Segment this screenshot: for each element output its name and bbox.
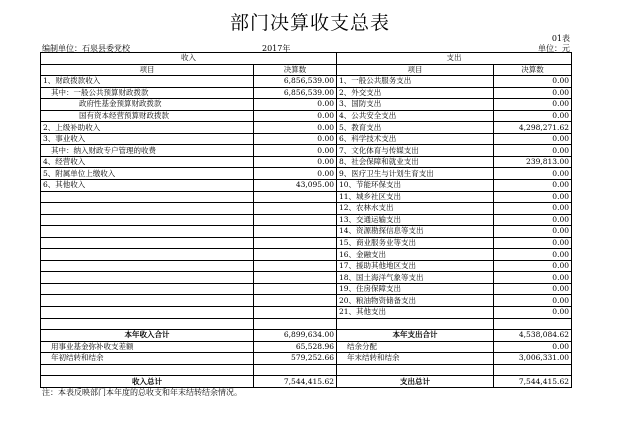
income-item-cell: 国有资本经营预算财政拨款: [41, 110, 254, 122]
income-item-cell: [41, 272, 254, 284]
expense-item-cell: 2、外交支出: [337, 87, 494, 99]
income-item-cell: [41, 364, 254, 376]
expense-item-cell: 支出总计: [337, 376, 494, 388]
expense-amount-cell: 0.00: [494, 145, 572, 157]
income-amount-cell: [254, 364, 337, 376]
table-row: [41, 364, 572, 376]
income-item-cell: 政府性基金预算财政拨款: [41, 99, 254, 111]
expense-item-cell: 5、教育支出: [337, 122, 494, 134]
income-amount-cell: [254, 214, 337, 226]
table-row: [41, 99, 572, 111]
income-amount-cell: [254, 191, 337, 203]
income-item-cell: [41, 260, 254, 272]
income-item-cell: 3、事业收入: [41, 133, 254, 145]
table-row: [41, 283, 572, 295]
expense-amount-cell: 0.00: [494, 214, 572, 226]
table-row: [41, 122, 572, 134]
table-row: [41, 341, 572, 353]
income-item-header: 项目: [41, 64, 254, 76]
expense-amount-header: 决算数: [494, 64, 572, 76]
income-amount-cell: 6,899,634.00: [254, 330, 337, 342]
income-item-cell: [41, 283, 254, 295]
expense-item-cell: 16、金融支出: [337, 249, 494, 261]
income-amount-cell: 0.00: [254, 99, 337, 111]
income-amount-cell: [254, 295, 337, 307]
expense-item-cell: 21、其他支出: [337, 307, 494, 319]
expense-amount-cell: 4,538,084.62: [494, 330, 572, 342]
reporting-unit: 编制单位：石泉县委党校: [42, 44, 130, 53]
expense-amount-cell: 0.00: [494, 249, 572, 261]
expense-amount-cell: 0.00: [494, 272, 572, 284]
income-item-cell: [41, 318, 254, 330]
table-row: [41, 180, 572, 192]
expense-item-cell: 1、一般公共服务支出: [337, 76, 494, 88]
expense-item-cell: 8、社会保障和就业支出: [337, 156, 494, 168]
table-row: [41, 110, 572, 122]
expense-amount-cell: [494, 318, 572, 330]
income-amount-cell: 0.00: [254, 122, 337, 134]
table-row: [41, 145, 572, 157]
expense-amount-cell: 0.00: [494, 307, 572, 319]
expense-item-cell: 10、节能环保支出: [337, 180, 494, 192]
income-section-header: 收入: [41, 53, 337, 65]
expense-amount-cell: 0.00: [494, 283, 572, 295]
expense-item-cell: 13、交通运输支出: [337, 214, 494, 226]
expense-item-cell: 年末结转和结余: [337, 353, 494, 365]
expense-item-cell: 19、住房保障支出: [337, 283, 494, 295]
income-amount-cell: [254, 283, 337, 295]
summary-table: [40, 52, 572, 388]
income-item-cell: 其中：一般公共预算财政拨款: [41, 87, 254, 99]
income-amount-cell: 0.00: [254, 156, 337, 168]
income-item-cell: 用事业基金弥补收支差额: [41, 341, 254, 353]
income-amount-cell: [254, 249, 337, 261]
income-amount-cell: 6,856,539.00: [254, 87, 337, 99]
table-row: [41, 87, 572, 99]
income-item-cell: 1、财政拨款收入: [41, 76, 254, 88]
income-amount-cell: [254, 203, 337, 215]
table-row: [41, 214, 572, 226]
income-item-cell: 2、上级补助收入: [41, 122, 254, 134]
expense-amount-cell: 0.00: [494, 87, 572, 99]
grand-total-row: [41, 376, 572, 388]
expense-item-cell: 14、资源勘探信息等支出: [337, 226, 494, 238]
table-row: [41, 272, 572, 284]
income-amount-cell: [254, 260, 337, 272]
table-row: [41, 133, 572, 145]
table-row: [41, 237, 572, 249]
expense-item-cell: 9、医疗卫生与计划生育支出: [337, 168, 494, 180]
expense-item-cell: [337, 364, 494, 376]
income-item-cell: [41, 237, 254, 249]
expense-amount-cell: 0.00: [494, 191, 572, 203]
income-amount-header: 决算数: [254, 64, 337, 76]
table-row: [41, 307, 572, 319]
income-amount-cell: 0.00: [254, 110, 337, 122]
table-row: [41, 260, 572, 272]
expense-item-cell: 结余分配: [337, 341, 494, 353]
expense-item-cell: 15、商业服务业等支出: [337, 237, 494, 249]
expense-amount-cell: 0.00: [494, 168, 572, 180]
table-row: [41, 156, 572, 168]
income-item-cell: [41, 307, 254, 319]
expense-item-cell: 3、国防支出: [337, 99, 494, 111]
expense-item-cell: 本年支出合计: [337, 330, 494, 342]
table-row: [41, 168, 572, 180]
column-header-row: [41, 64, 572, 76]
expense-item-cell: [337, 318, 494, 330]
income-item-cell: [41, 191, 254, 203]
expense-amount-cell: [494, 364, 572, 376]
income-item-cell: [41, 214, 254, 226]
table-row: [41, 353, 572, 365]
table-row: [41, 295, 572, 307]
income-item-cell: [41, 226, 254, 238]
form-number: 01表: [551, 34, 570, 43]
expense-item-cell: 6、科学技术支出: [337, 133, 494, 145]
income-amount-cell: 7,544,415.62: [254, 376, 337, 388]
expense-item-cell: 7、文化体育与传媒支出: [337, 145, 494, 157]
expense-amount-cell: 0.00: [494, 133, 572, 145]
expense-amount-cell: 3,006,331.00: [494, 353, 572, 365]
expense-amount-cell: 239,813.00: [494, 156, 572, 168]
currency-unit: 单位：元: [538, 44, 570, 53]
expense-item-header: 项目: [337, 64, 494, 76]
expense-amount-cell: 4,298,271.62: [494, 122, 572, 134]
report-year: 2017年: [262, 44, 291, 53]
income-item-cell: 收入总计: [41, 376, 254, 388]
income-item-cell: 6、其他收入: [41, 180, 254, 192]
expense-item-cell: 4、公共安全支出: [337, 110, 494, 122]
income-amount-cell: [254, 318, 337, 330]
income-amount-cell: [254, 272, 337, 284]
expense-item-cell: 17、援助其他地区支出: [337, 260, 494, 272]
income-amount-cell: 0.00: [254, 133, 337, 145]
expense-amount-cell: 0.00: [494, 341, 572, 353]
table-row: [41, 318, 572, 330]
income-item-cell: 年初结转和结余: [41, 353, 254, 365]
expense-amount-cell: 0.00: [494, 237, 572, 249]
income-amount-cell: [254, 307, 337, 319]
expense-amount-cell: 0.00: [494, 110, 572, 122]
expense-amount-cell: 7,544,415.62: [494, 376, 572, 388]
expense-amount-cell: 0.00: [494, 76, 572, 88]
income-amount-cell: [254, 226, 337, 238]
page-title: 部门决算收支总表: [229, 12, 390, 34]
table-row: [41, 191, 572, 203]
expense-item-cell: 18、国土海洋气象等支出: [337, 272, 494, 284]
expense-item-cell: 20、粮油物资储备支出: [337, 295, 494, 307]
income-amount-cell: 0.00: [254, 145, 337, 157]
expense-amount-cell: 0.00: [494, 226, 572, 238]
year-total-row: [41, 330, 572, 342]
income-item-cell: [41, 295, 254, 307]
expense-amount-cell: 0.00: [494, 180, 572, 192]
section-header-row: [41, 53, 572, 65]
income-item-cell: 5、附属单位上缴收入: [41, 168, 254, 180]
income-item-cell: 4、经营收入: [41, 156, 254, 168]
income-item-cell: 本年收入合计: [41, 330, 254, 342]
income-item-cell: 其中：纳入财政专户管理的收费: [41, 145, 254, 157]
expense-amount-cell: 0.00: [494, 99, 572, 111]
table-row: [41, 249, 572, 261]
income-item-cell: [41, 249, 254, 261]
expense-item-cell: 12、农林水支出: [337, 203, 494, 215]
income-amount-cell: [254, 237, 337, 249]
income-amount-cell: 6,856,539.00: [254, 76, 337, 88]
income-amount-cell: 579,252.66: [254, 353, 337, 365]
table-row: [41, 76, 572, 88]
footnote: 注：本表反映部门本年度的总收支和年末结转结余情况。: [42, 388, 242, 397]
expense-amount-cell: 0.00: [494, 260, 572, 272]
table-row: [41, 226, 572, 238]
income-amount-cell: 65,528.96: [254, 341, 337, 353]
income-amount-cell: 0.00: [254, 168, 337, 180]
expense-item-cell: 11、城乡社区支出: [337, 191, 494, 203]
income-amount-cell: 43,095.00: [254, 180, 337, 192]
expense-section-header: 支出: [337, 53, 572, 65]
table-row: [41, 203, 572, 215]
expense-amount-cell: 0.00: [494, 203, 572, 215]
income-item-cell: [41, 203, 254, 215]
expense-amount-cell: 0.00: [494, 295, 572, 307]
